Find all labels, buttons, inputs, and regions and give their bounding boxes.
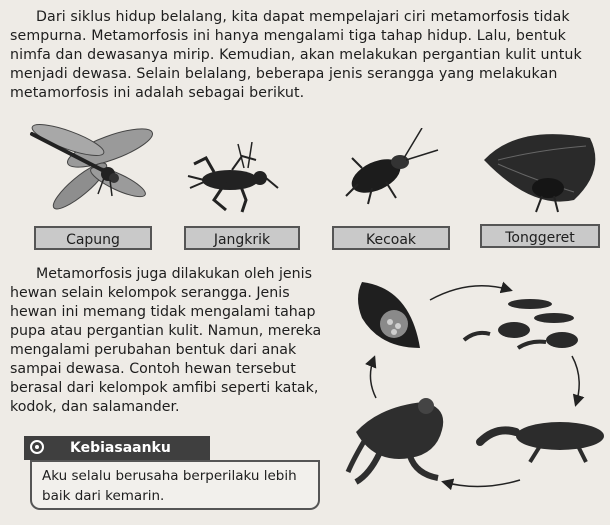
dragonfly-icon (28, 120, 158, 212)
habit-header (24, 436, 210, 460)
label-tonggeret: Tonggeret (480, 224, 600, 248)
frog-life-cycle-diagram (340, 278, 606, 514)
cricket-icon (186, 142, 282, 214)
cockroach-icon (338, 128, 442, 208)
habit-box (24, 436, 324, 516)
label-capung: Capung (34, 226, 152, 250)
amphibian-paragraph: Metamorfosis juga dilakukan oleh jenis hewan selain kelompok serangga. Jenis hewan ini memang tidak mengalami tahap pupa atau pergantian kulit. Namun, mereka mengalami perubahan bentuk dari anak sampai dewasa. Contoh hewan tersebut berasal dari kelompok amfibi seperti katak, kodok, dan salamander. (10, 266, 322, 415)
intro-paragraph: Dari siklus hidup belalang, kita dapat mempelajari ciri metamorfosis tidak sempurna. Metamorfosis ini hanya mengalami tiga tahap hidup. Lalu, bentuk nimfa dan dewasanya mirip. Kemudian, akan melakukan pergantian kulit untuk menjadi dewasa. Selain belalang, beberapa jenis serangga yang melakukan metamorfosis ini adalah sebagai berikut. (10, 9, 582, 101)
cicada-icon (478, 130, 606, 216)
tadpoles-icon (464, 299, 578, 348)
target-icon (30, 440, 44, 454)
habit-title: Kebiasaanku (70, 440, 171, 456)
leaf-eggs-icon (358, 282, 420, 348)
label-kecoak: Kecoak (332, 226, 450, 250)
froglet-icon (480, 422, 604, 462)
habit-text: Aku selalu berusaha berperilaku lebih baik dari kemarin. (30, 460, 320, 510)
adult-frog-icon (348, 398, 443, 482)
label-jangkrik: Jangkrik (184, 226, 300, 250)
